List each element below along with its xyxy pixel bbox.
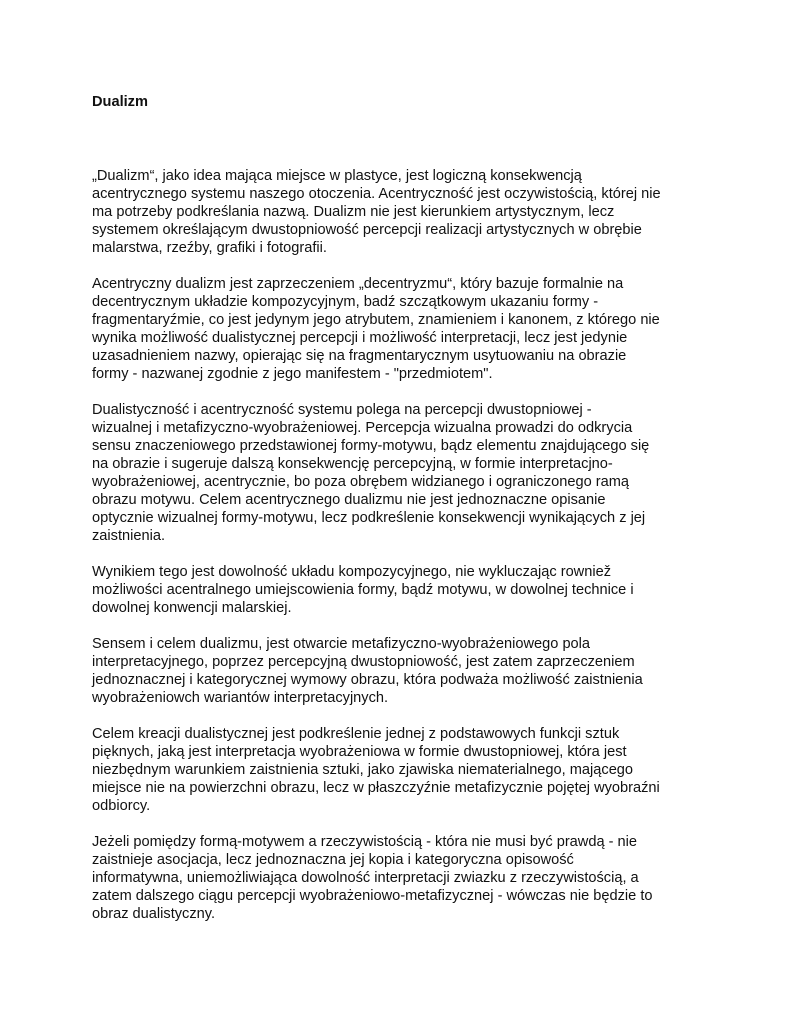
paragraph-1: „Dualizm“, jako idea mająca miejsce w plastyce, jest logiczną konsekwencją acentrycznego systemu naszego otoczenia. Acentryczność jest oczywistością, której nie ma potrzeby podkreślania nazwą. Dualizm nie jest kierunkiem artystycznym, lecz systemem określającym dwustopniowość percepcji realizacji artystycznych w obrębie malarstwa, rzeźby, grafiki i fotografii.: [92, 168, 661, 256]
document-title: Dualizm: [92, 94, 148, 110]
paragraph-7: Jeżeli pomiędzy formą-motywem a rzeczywistością - która nie musi być prawdą - nie zaistnieje asocjacja, lecz jednoznaczna jej kopia i kategoryczna opisowość informatywna, uniemożliwiająca dowolność interpretacji zwiazku z rzeczywistością, a zatem dalszego ciągu percepcji wyobrażeniowo-metafizycznej - wówczas nie będzie to obraz dualistyczny.: [92, 834, 653, 922]
paragraph-3: Dualistyczność i acentryczność systemu polega na percepcji dwustopniowej - wizualnej i metafizyczno-wyobrażeniowej. Percepcja wizualna prowadzi do odkrycia sensu znaczeniowego przedstawionej formy-motywu, bądz elementu znajdującego się na obrazie i sugeruje dalszą konsekwencję percepcyjną, w formie interpretacjno- wyobrażeniowej, acentrycznie, bo poza obrębem widzianego i ograniczonego ramą obrazu motywu. Celem acentrycznego dualizmu nie jest jednoznaczne opisanie optycznie wizualnej formy-motywu, lecz podkreślenie konsekwencji wynikających z jej zaistnienia.: [92, 402, 650, 544]
paragraph-5: Sensem i celem dualizmu, jest otwarcie metafizyczno-wyobrażeniowego pola interpretacyjnego, poprzez percepcyjną dwustopniowość, jest zatem zaprzeczeniem jednoznacznej i kategorycznej wymowy obrazu, która podważa możliwość zaistnienia wyobrażeniowch wariantów interpretacyjnych.: [92, 636, 643, 706]
paragraph-6: Celem kreacji dualistycznej jest podkreślenie jednej z podstawowych funkcji sztuk pięknych, jaką jest interpretacja wyobrażeniowa w formie dwustopniowej, która jest niezbędnym warunkiem zaistnienia sztuki, jako zjawiska niematerialnego, mającego miejsce nie na powierzchni obrazu, lecz w płaszczyźnie metafizycznie pojętej wyobraźni odbiorcy.: [92, 726, 660, 814]
paragraph-4: Wynikiem tego jest dowolność układu kompozycyjnego, nie wykluczając rowniež możliwości acentralnego umiejscowienia formy, bądź motywu, w dowolnej technice i dowolnej konwencji malarskiej.: [92, 564, 634, 616]
document-body: [92, 93, 708, 941]
paragraph-2: Acentryczny dualizm jest zaprzeczeniem „decentryzmu“, który bazuje formalnie na decentrycznym układzie kompozycyjnym, badź szczątkowym ukazaniu formy - fragmentaryźmie, co jest jedynym jego atrybutem, znamieniem i kanonem, z którego nie wynika możliwość dualistycznej percepcji i możliwość interpretacji, lecz jest jedynie uzasadnieniem nazwy, opierając się na fragmentarycznym usytuowaniu na obrazie formy - nazwanej zgodnie z jego manifestem - "przedmiotem".: [92, 276, 660, 382]
